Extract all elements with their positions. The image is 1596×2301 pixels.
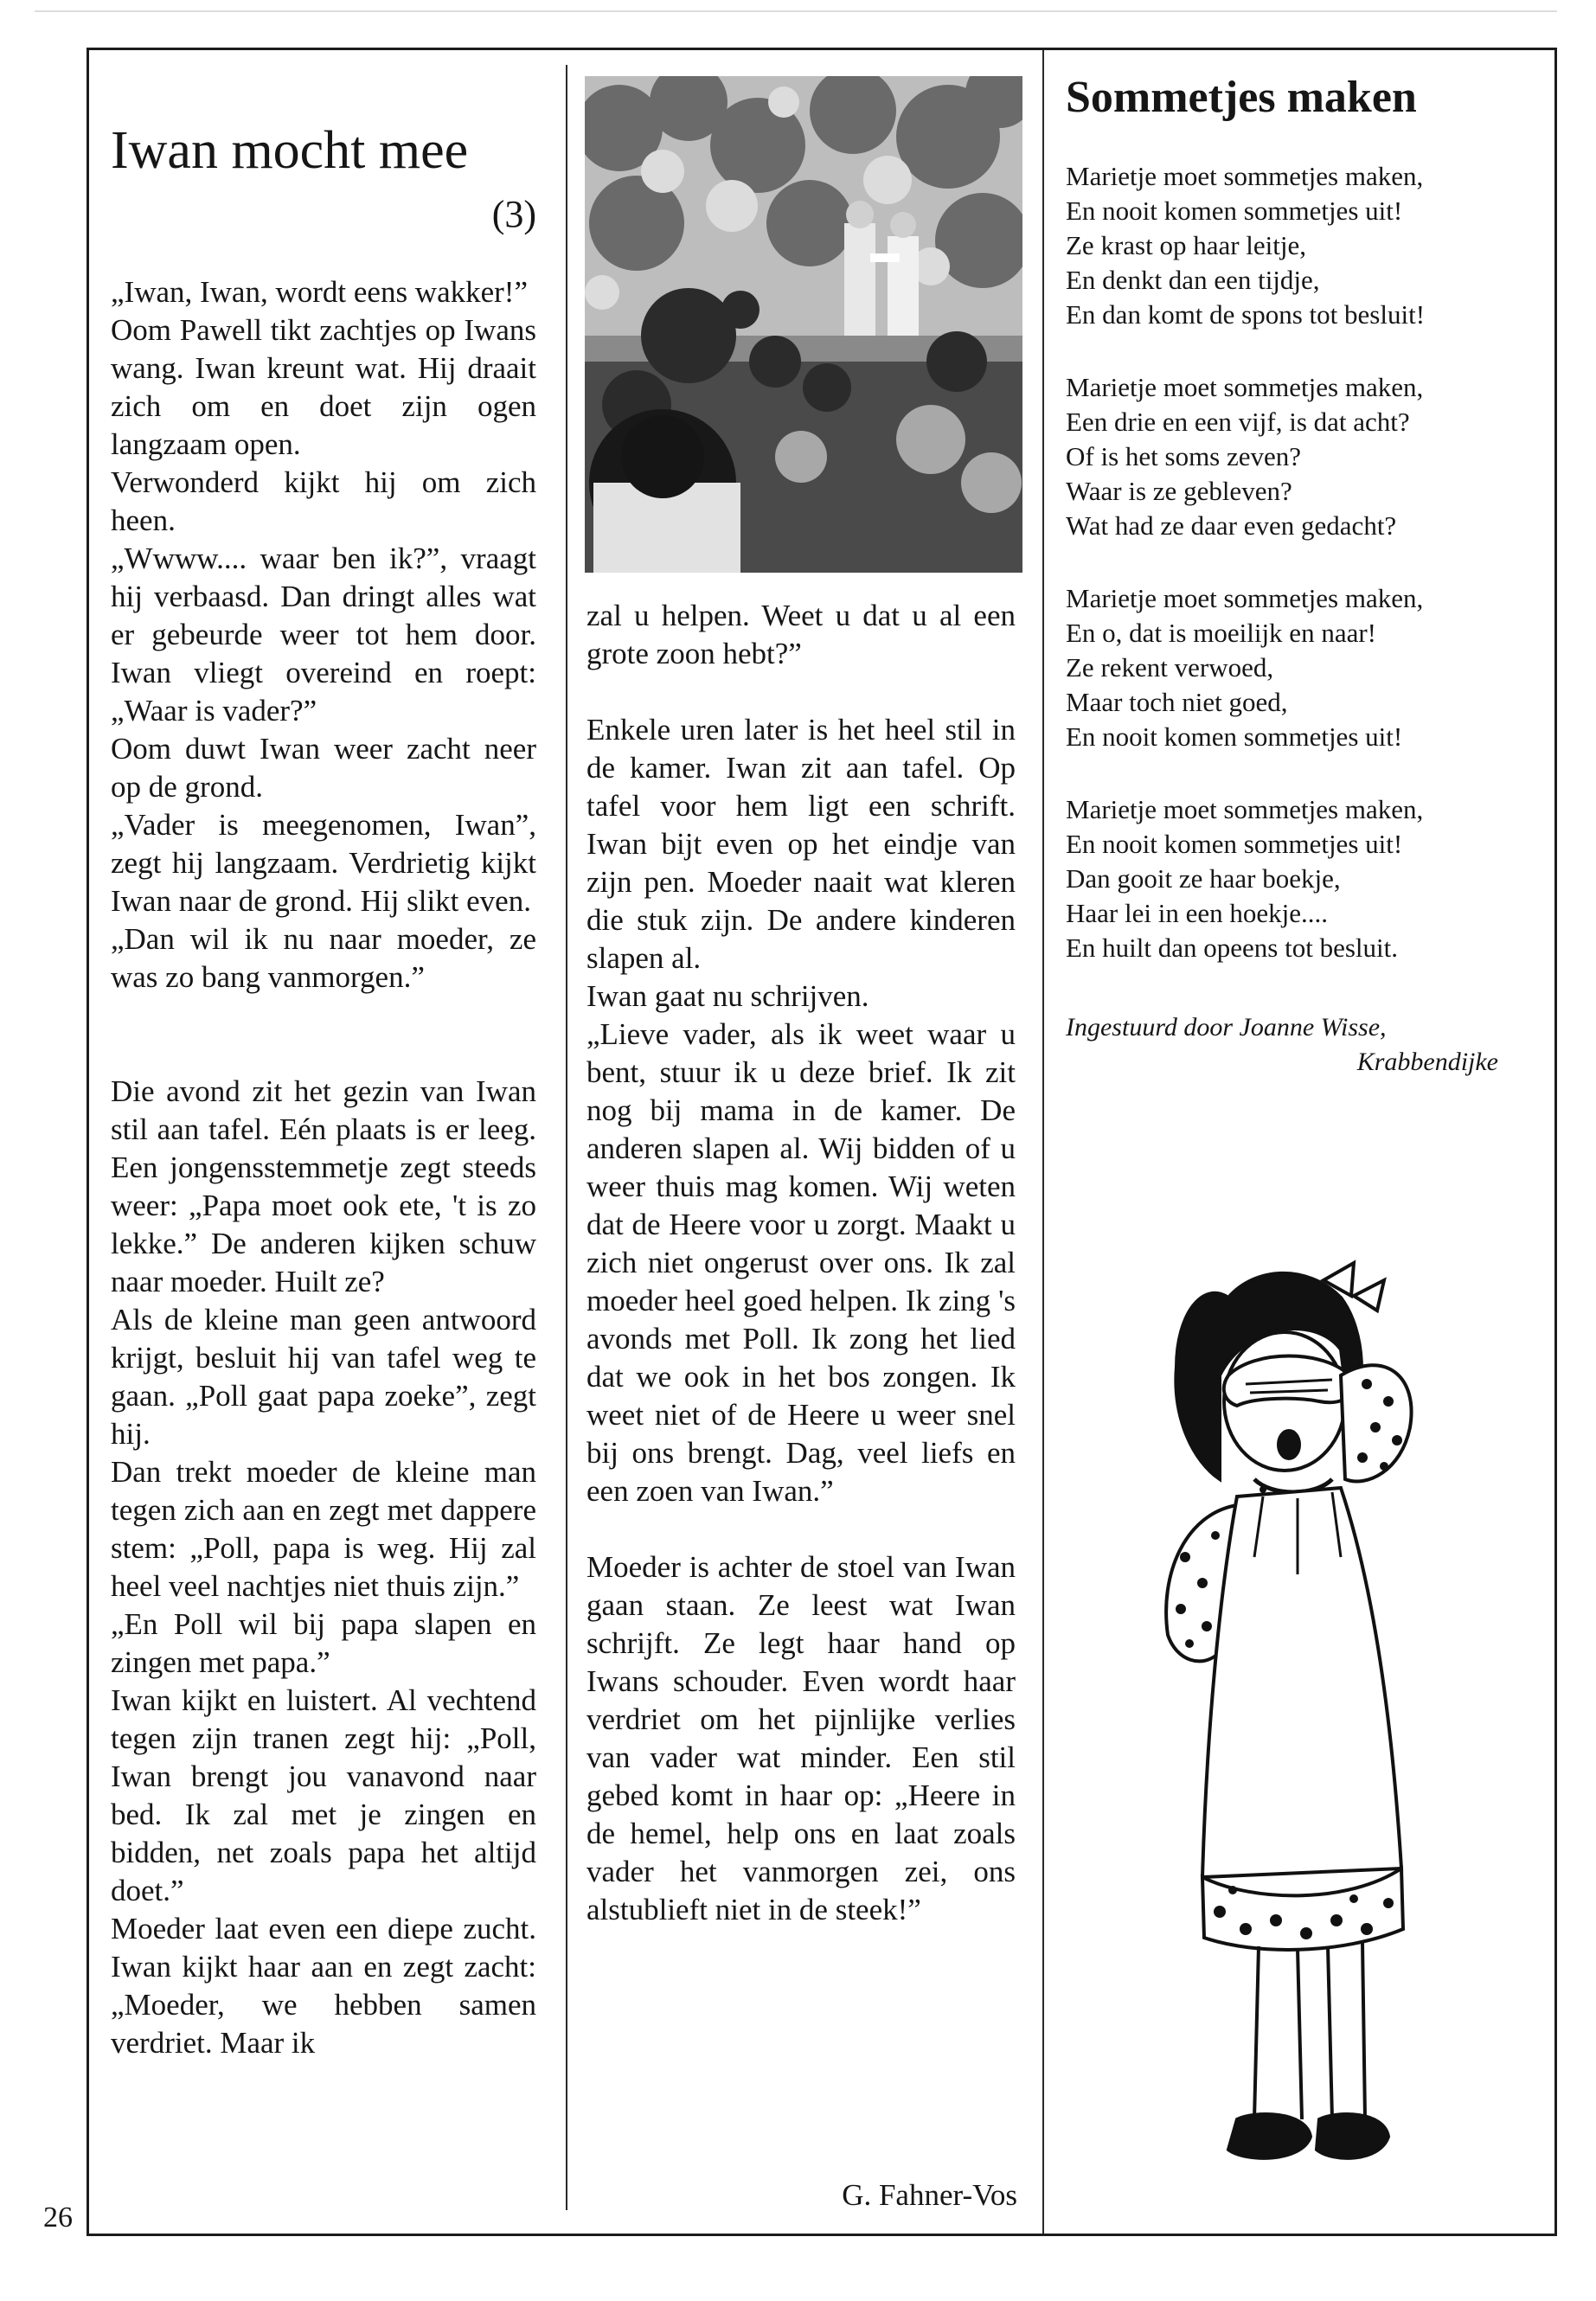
paragraph-gap <box>111 1035 536 1073</box>
poem-line: En o, dat is moeilijk en naar! <box>1066 618 1376 648</box>
paragraph: Moeder laat even een diepe zucht. Iwan kijkt haar aan en zegt zacht: „Moeder, we hebben samen verdriet. Maar ik <box>111 1912 536 2060</box>
article-part-number: (3) <box>491 193 536 235</box>
poem-line: En nooit komen sommetjes uit! <box>1066 195 1403 226</box>
paragraph: Iwan kijkt en luistert. Al vechtend tegen zijn tranen zegt hij: „Poll, Iwan brengt jou vanavond naar bed. Ik zal met je zingen en bidden, net zoals papa het altijd doet.” <box>111 1683 536 1907</box>
paragraph: Enkele uren later is het heel stil in de kamer. Iwan zit aan tafel. Op tafel voor hem ligt een schrift. Iwan bijt even op het eindje van zijn pen. Moeder naait wat kleren die stuk zijn. De andere kinderen slapen al. <box>586 713 1016 975</box>
paragraph: Iwan gaat nu schrijven. <box>586 979 869 1013</box>
poem-title: Sommetjes maken <box>1066 73 1417 122</box>
poem-stanza <box>1066 159 1498 332</box>
poem-line: En huilt dan opeens tot besluit. <box>1066 933 1399 963</box>
article-column-1 <box>111 119 536 2062</box>
poem-line: En nooit komen sommetjes uit! <box>1066 829 1403 859</box>
poem-line: En dan komt de spons tot besluit! <box>1066 299 1426 330</box>
paragraph: Moeder is achter de stoel van Iwan gaan staan. Ze leest wat Iwan schrijft. Ze legt haar hand op Iwans schouder. Even wordt haar verdriet om het pijnlijke verlies van vader wat minder. Een stil gebed komt in haar op: „Heere in de hemel, help ons en laat zoals vader het vanmorgen zei, ons alstublieft niet in de steek!” <box>586 1550 1016 1926</box>
poem-line: Wat had ze daar even gedacht? <box>1066 510 1397 541</box>
poem-line: Ze krast op haar leitje, <box>1066 230 1307 260</box>
poem-line: Of is het soms zeven? <box>1066 441 1302 471</box>
paragraph: „Lieve vader, als ik weet waar u bent, stuur ik u deze brief. Ik zit nog bij mama in de kamer. De anderen slapen al. Wij bidden of u weer thuis mag komen. Wij weten dat de Heere voor u zorgt. Maakt u zich niet ongerust over ons. Ik zal moeder heel goed helpen. Ik zing 's avonds met Poll. Ik zong het lied dat we ook in het bos zongen. Ik weet niet of de Heere u weer snel bij ons brengt. Dag, veel liefs en een zoen van Iwan.” <box>586 1017 1016 1508</box>
paragraph: „Vader is meegenomen, Iwan”, zegt hij langzaam. Verdrietig kijkt Iwan naar de grond. Hij slikt even. <box>111 808 536 918</box>
poem-line: Marietje moet sommetjes maken, <box>1066 372 1424 402</box>
paragraph: Verwonderd kijkt hij om zich heen. <box>111 465 536 537</box>
page-top-rule <box>35 10 1557 12</box>
crying-girl-illustration <box>1125 1246 1471 2189</box>
poem-line: Ze rekent verwoed, <box>1066 652 1274 683</box>
poem-line: Waar is ze gebleven? <box>1066 476 1292 506</box>
poem-stanza <box>1066 370 1498 543</box>
poem-line: Dan gooit ze haar boekje, <box>1066 863 1341 894</box>
poem-line: Marietje moet sommetjes maken, <box>1066 583 1424 613</box>
credit-place: Krabbendijke <box>1356 1048 1498 1076</box>
paragraph: Die avond zit het gezin van Iwan stil aan tafel. Eén plaats is er leeg. Een jongensstemmetje zegt steeds weer: „Papa moet ook ete, 't is zo lekke.” De anderen kijken schuw naar moeder. Huilt ze? <box>111 1074 536 1298</box>
poem-line: Marietje moet sommetjes maken, <box>1066 794 1424 824</box>
poem-stanza <box>1066 792 1498 965</box>
poem-line: En denkt dan een tijdje, <box>1066 265 1320 295</box>
poem-line: Maar toch niet goed, <box>1066 687 1288 717</box>
article-title: Iwan mocht mee <box>111 121 469 180</box>
paragraph-gap <box>111 997 536 1035</box>
author-signature: G. Fahner-Vos <box>842 2178 1017 2212</box>
paragraph: Oom Pawell tikt zachtjes op Iwans wang. Iwan kreunt wat. Hij draait zich om en doet zijn ogen langzaam open. <box>111 313 536 461</box>
poem-line: Marietje moet sommetjes maken, <box>1066 161 1424 191</box>
poem-line: Een drie en een vijf, is dat acht? <box>1066 407 1410 437</box>
paragraph-gap <box>586 673 1016 711</box>
poem-line: En nooit komen sommetjes uit! <box>1066 721 1403 752</box>
paragraph: Dan trekt moeder de kleine man tegen zich aan en zegt met dappere stem: „Poll, papa is weg. Hij zal heel veel nachtjes niet thuis zijn.” <box>111 1455 536 1603</box>
paragraph-gap <box>586 1510 1016 1548</box>
page-number: 26 <box>43 2202 73 2234</box>
column-divider-1 <box>566 65 567 2210</box>
paragraph: „En Poll wil bij papa slapen en zingen met papa.” <box>111 1607 536 1679</box>
paragraph: Als de kleine man geen antwoord krijgt, besluit hij van tafel weg te gaan. „Poll gaat papa zoeke”, zegt hij. <box>111 1303 536 1451</box>
paragraph: Oom duwt Iwan weer zacht neer op de grond. <box>111 732 536 804</box>
poem-line: Haar lei in een hoekje.... <box>1066 898 1328 928</box>
poem-column <box>1066 71 1498 1080</box>
paragraph: zal u helpen. Weet u dat u al een grote zoon hebt?” <box>586 599 1016 670</box>
paragraph: „Iwan, Iwan, wordt eens wakker!” <box>111 275 529 309</box>
poem-credit <box>1066 1010 1498 1080</box>
column-divider-2 <box>1042 50 1044 2234</box>
paragraph: „Dan wil ik nu naar moeder, ze was zo bang vanmorgen.” <box>111 922 536 994</box>
photo-children-in-woods <box>585 76 1022 573</box>
article-column-2 <box>586 597 1016 1929</box>
credit-submitter: Ingestuurd door Joanne Wisse, <box>1066 1013 1387 1042</box>
paragraph: „Wwww.... waar ben ik?”, vraagt hij verbaasd. Dan dringt alles wat er gebeurde weer tot hem door. Iwan vliegt overeind en roept: „Waar is vader?” <box>111 542 536 727</box>
poem-stanza <box>1066 581 1498 754</box>
